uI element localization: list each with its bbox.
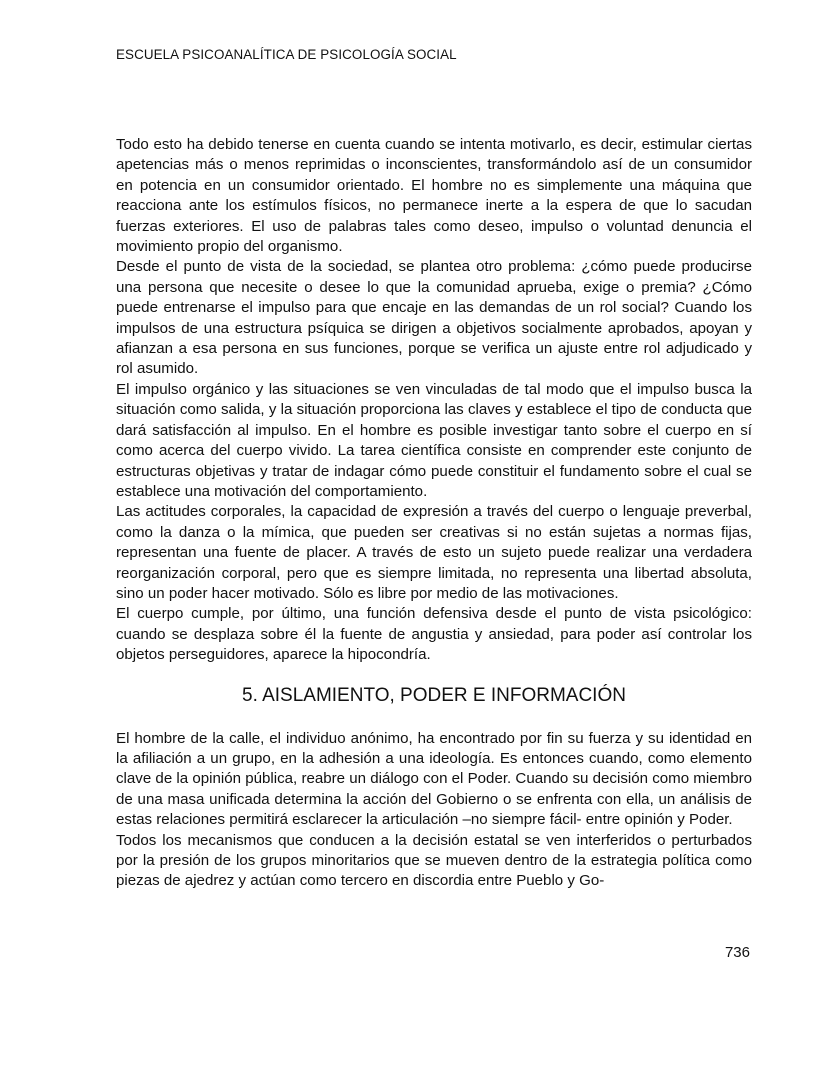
paragraph: Todos los mecanismos que conducen a la decisión estatal se ven interferidos o perturbados por la presión de los grupos minoritarios que se mueven dentro de la estrategia política como piezas de ajedrez y actúan como tercero en discordia entre Pueblo y Go- bbox=[116, 831, 752, 890]
paragraph: El cuerpo cumple, por último, una función defensiva desde el punto de vista psicológico: cuando se desplaza sobre él la fuente de angustia y ansiedad, para poder así controlar los objetos perseguidores, aparece la hipocondría. bbox=[116, 605, 752, 664]
paragraph: El impulso orgánico y las situaciones se ven vinculadas de tal modo que el impulso busca la situación como salida, y la situación proporciona las claves y establece el tipo de conducta que dará satisfacción al impulso. En el hombre es posible investigar tanto sobre el cuerpo en sí como acerca del cuerpo vivido. La tarea científica consiste en comprender este conjunto de estructuras objetivas y tratar de indagar cómo puede constituir el fundamento sobre el cual se establece una motivación del comportamiento. bbox=[116, 380, 752, 500]
body-text bbox=[116, 135, 752, 892]
running-header: ESCUELA PSICOANALÍTICA DE PSICOLOGÍA SOCIAL bbox=[116, 47, 457, 62]
paragraph: Las actitudes corporales, la capacidad de expresión a través del cuerpo o lenguaje preverbal, como la danza o la mímica, que pueden ser creativas si no están sujetas a normas fijas, representan una fuente de placer. A través de esto un sujeto puede realizar una verdadera reorganización corporal, pero que es siempre limitada, no representa una libertad absoluta, sino un poder hacer motivado. Sólo es libre por medio de las motivaciones. bbox=[116, 503, 752, 602]
paragraph: Todo esto ha debido tenerse en cuenta cuando se intenta motivarlo, es decir, estimular ciertas apetencias más o menos reprimidas o inconscientes, transformándolo así de un consumidor en potencia en un consumidor orientado. El hombre no es simplemente una máquina que reacciona ante los estímulos físicos, no permanece inerte a la espera de que lo sacudan fuerzas exteriores. El uso de palabras tales como deseo, impulso o voluntad denuncia el movimiento propio del organismo. bbox=[116, 136, 752, 256]
page-number: 736 bbox=[724, 944, 750, 961]
section-heading: 5. AISLAMIENTO, PODER E INFORMACIÓN bbox=[242, 684, 626, 706]
paragraph: El hombre de la calle, el individuo anónimo, ha encontrado por fin su fuerza y su identidad en la afiliación a un grupo, en la adhesión a una ideología. Es entonces cuando, como elemento clave de la opinión pública, reabre un diálogo con el Poder. Cuando su decisión como miembro de una masa unificada determina la acción del Gobierno o se enfrenta con ella, un análisis de estas relaciones permitirá esclarecer la articulación –no siempre fácil- entre opinión y Poder. bbox=[116, 729, 753, 829]
paragraph: Desde el punto de vista de la sociedad, se plantea otro problema: ¿cómo puede producirse una persona que necesite o desee lo que la comunidad aprueba, exige o premia? ¿Cómo puede entrenarse el impulso para que encaje en las demandas de un rol social? Cuando los impulsos de una estructura psíquica se dirigen a objetivos socialmente aprobados, apoyan y afianzan a esa persona en sus funciones, porque se verifica un ajuste entre rol adjudicado y rol asumido. bbox=[116, 258, 752, 378]
